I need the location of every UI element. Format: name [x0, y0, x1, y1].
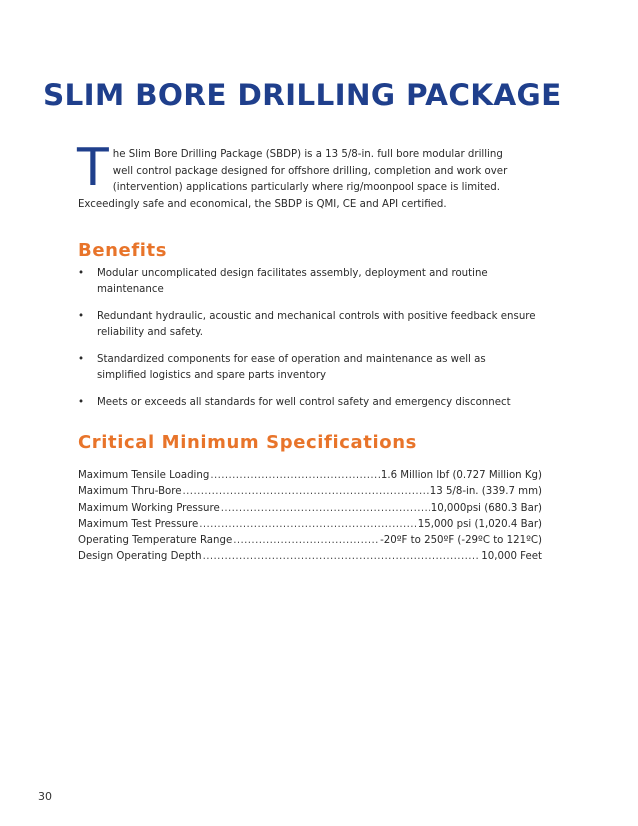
spec-value: 1.6 Million lbf (0.727 Million Kg) — [380, 470, 542, 481]
dot-leader — [233, 533, 379, 549]
dot-leader — [210, 468, 380, 484]
specs-table — [78, 468, 542, 566]
benefits-heading: Benefits — [78, 240, 168, 261]
bullet-icon: • — [78, 397, 85, 408]
spec-label: Maximum Test Pressure — [78, 518, 199, 530]
dot-leader — [199, 517, 417, 533]
spec-label: Maximum Working Pressure — [78, 502, 220, 514]
bullet-icon: • — [78, 268, 85, 279]
spec-row — [78, 501, 542, 517]
spec-row — [78, 517, 542, 533]
list-item — [78, 352, 538, 384]
bullet-icon: • — [78, 354, 85, 365]
benefits-list — [78, 266, 538, 422]
list-item — [78, 309, 538, 341]
spec-label: Design Operating Depth — [78, 551, 202, 563]
page-number: 30 — [38, 790, 52, 803]
spec-value: 15,000 psi (1,020.4 Bar) — [417, 518, 542, 530]
intro-text: he Slim Bore Drilling Package (SBDP) is a 13 5/8-in. full bore modular drilling well control package designed for offshore drilling, completion and work over (intervention) applications particularly where rig/moonpool space is limited. Exceedingly safe and economical, the SBDP is QMI, CE and API certified. — [78, 149, 508, 210]
dot-leader — [221, 501, 430, 517]
benefit-text: Standardized components for ease of operation and maintenance as well as simplified logistics and spare parts inventory — [97, 354, 486, 381]
benefit-text: Modular uncomplicated design facilitates assembly, deployment and routine maintenance — [97, 268, 488, 295]
spec-label: Maximum Thru-Bore — [78, 486, 182, 498]
intro-paragraph — [77, 138, 508, 213]
bullet-icon: • — [78, 311, 85, 322]
spec-value: 13 5/8-in. (339.7 mm) — [429, 486, 542, 498]
specs-heading: Critical Minimum Specifications — [78, 432, 417, 453]
dot-leader — [203, 549, 481, 565]
spec-row — [78, 533, 542, 549]
benefit-text: Meets or exceeds all standards for well control safety and emergency disconnect — [97, 397, 511, 408]
page-title: SLIM BORE DRILLING PACKAGE — [43, 78, 562, 112]
drop-cap: T — [77, 138, 109, 198]
spec-value: -20ºF to 250ºF (-29ºC to 121ºC) — [380, 535, 542, 547]
spec-label: Maximum Tensile Loading — [78, 470, 210, 481]
dot-leader — [183, 484, 429, 500]
benefit-text: Redundant hydraulic, acoustic and mechanical controls with positive feedback ensure reliability and safety. — [97, 311, 536, 338]
spec-row — [78, 468, 542, 484]
list-item — [78, 395, 538, 411]
spec-label: Operating Temperature Range — [78, 535, 233, 547]
spec-row — [78, 549, 542, 565]
spec-value: 10,000 Feet — [481, 551, 542, 563]
spec-value: 10,000psi (680.3 Bar) — [430, 502, 542, 514]
spec-row — [78, 484, 542, 500]
list-item — [78, 266, 538, 298]
